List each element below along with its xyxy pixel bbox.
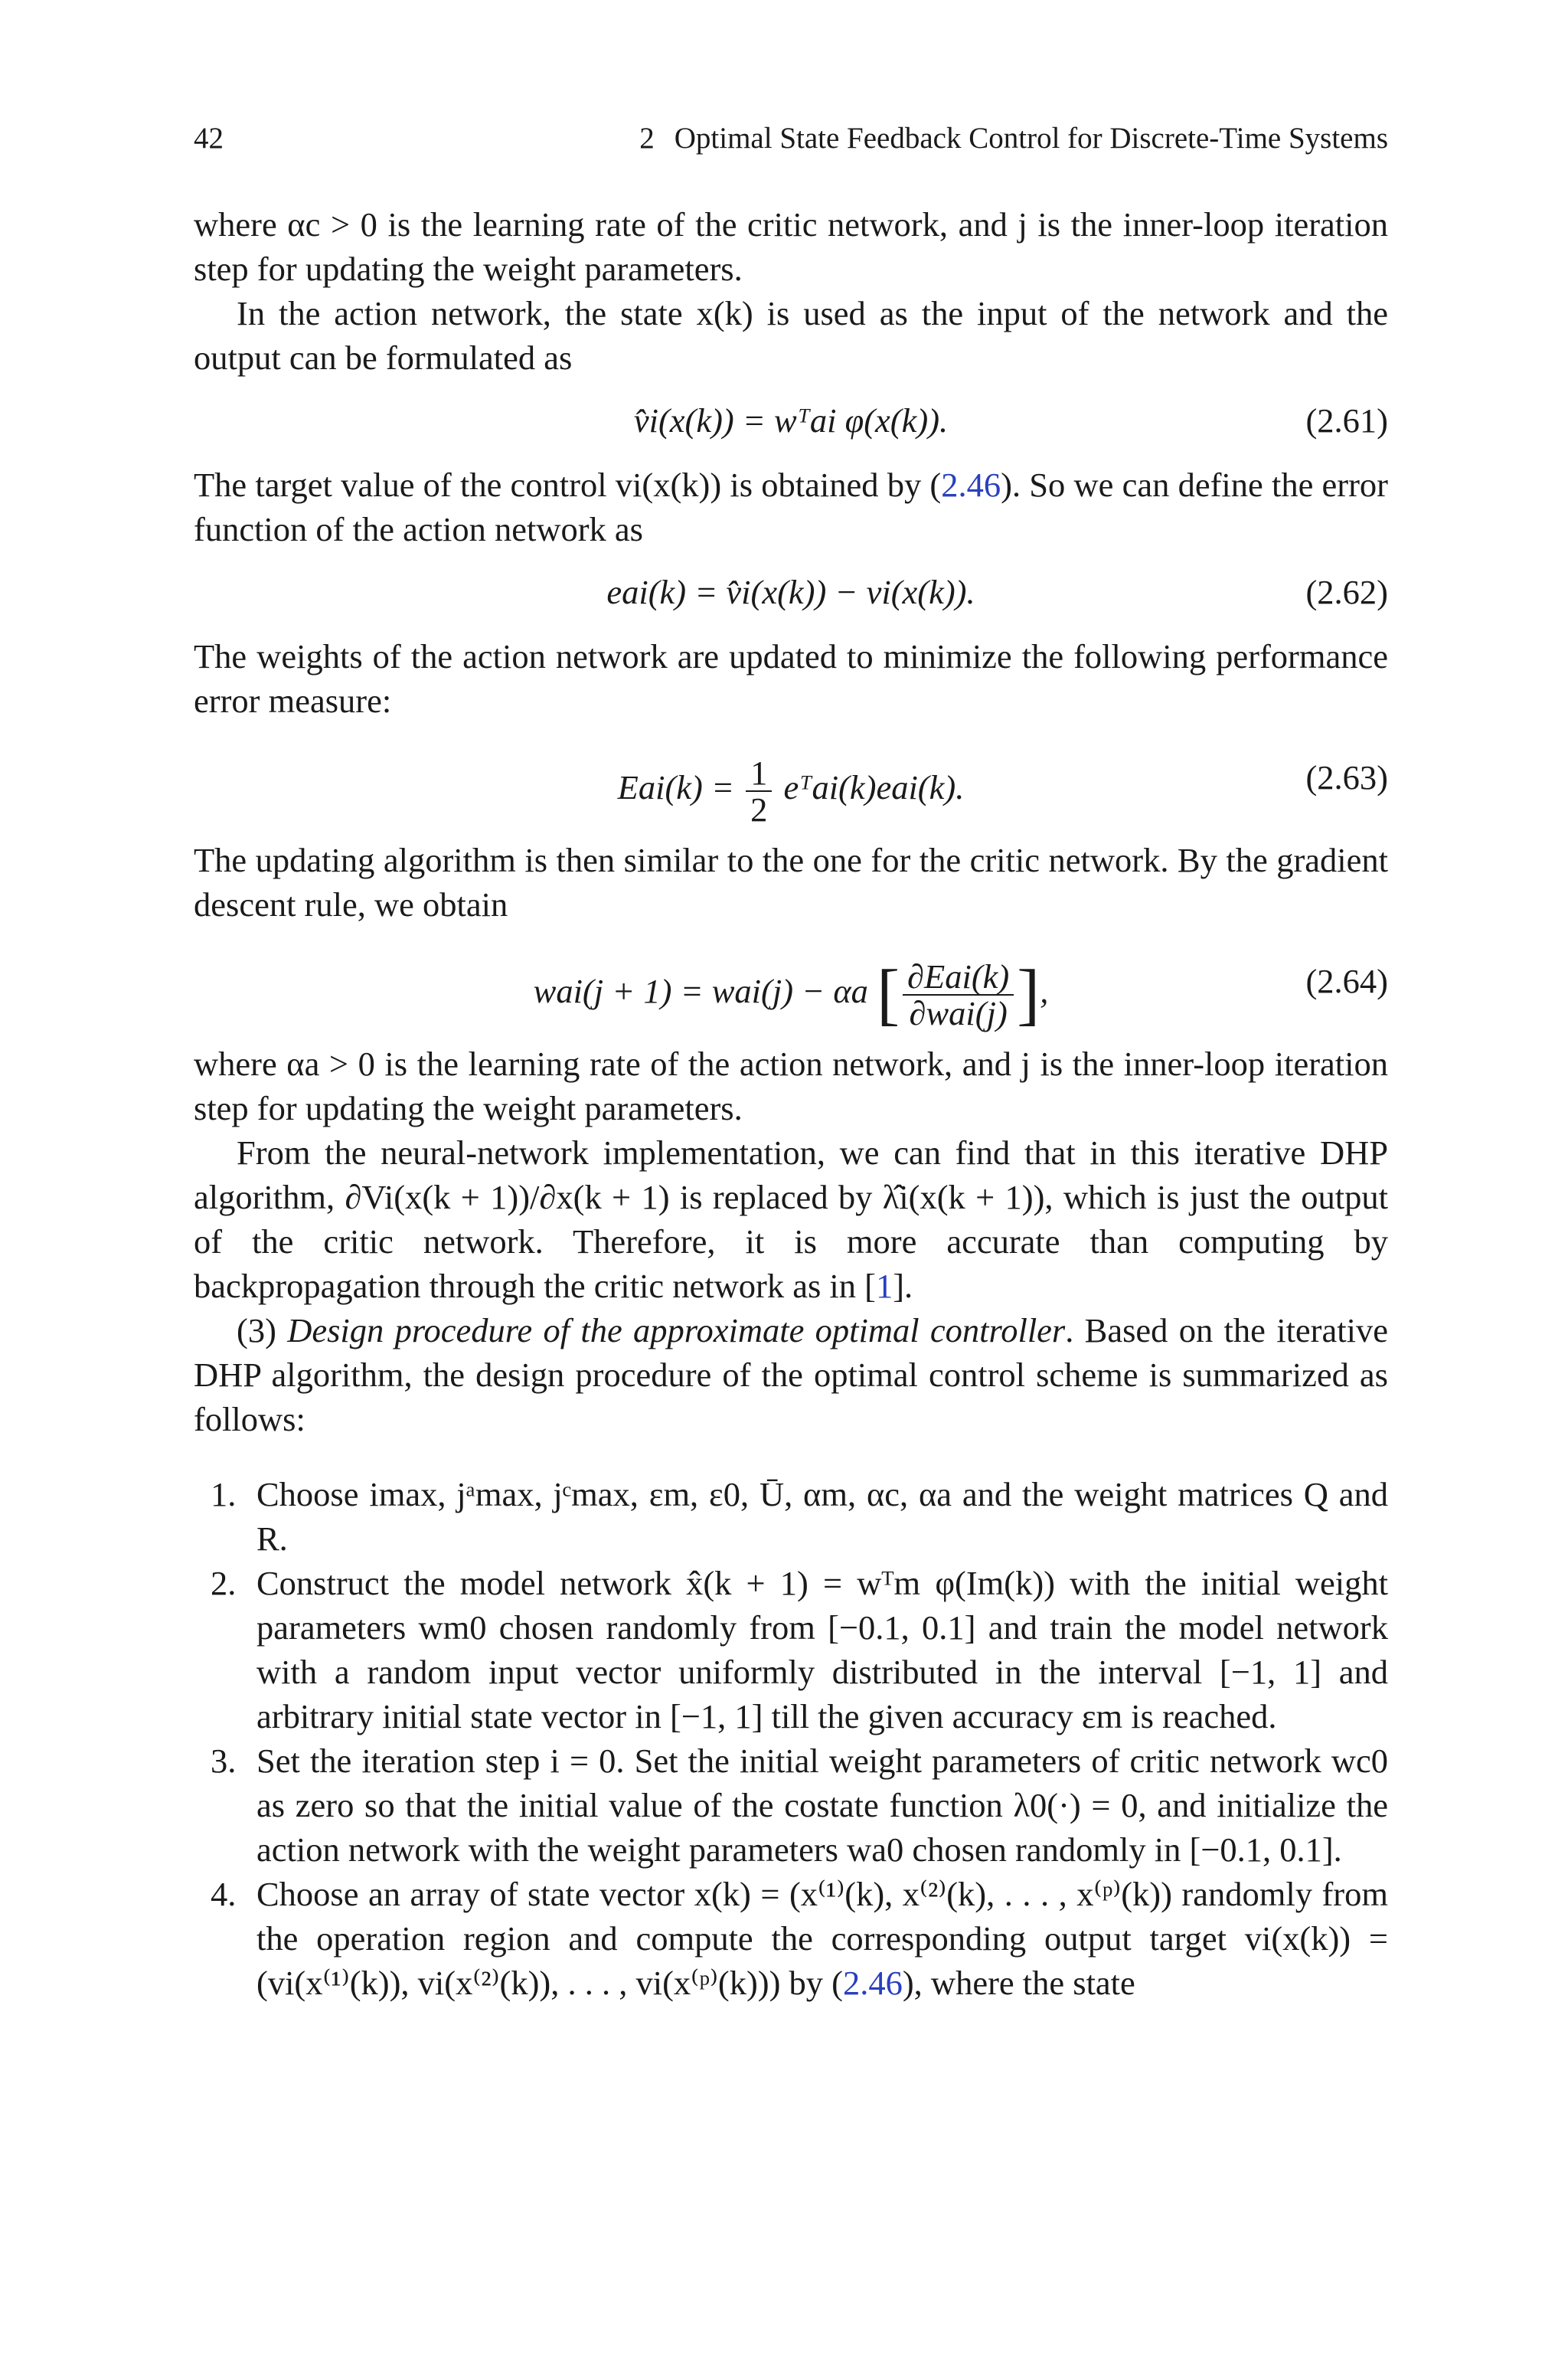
list-item-number: 4. xyxy=(211,1875,237,1913)
paragraph-target-value xyxy=(194,463,1388,551)
design-steps-list xyxy=(194,1472,1388,2005)
equation-2-62-math: eai(k) = v̂i(x(k)) − vi(x(k)). xyxy=(606,573,975,611)
list-item xyxy=(194,1561,1388,1739)
paragraph-action-network-intro: In the action network, the state x(k) is used as the input of the network and the output can be formulated as xyxy=(194,294,1388,377)
left-bracket: [ xyxy=(877,957,900,1032)
paragraph-neural-network-implementation xyxy=(194,1130,1388,1308)
paragraph-updating-algorithm: The updating algorithm is then similar to the one for the critic network. By the gradient descent rule, we obtain xyxy=(194,841,1388,924)
list-item-text: Set the iteration step i = 0. Set the initial weight parameters of critic network wc0 as zero so that the initial value of the costate function λ0(·) = 0, and initialize the action network with the weight parameters wa0 chosen randomly in [−0.1, 0.1]. xyxy=(256,1742,1388,1869)
equation-ref-link[interactable]: 2.46 xyxy=(941,466,1001,504)
equation-2-63-fraction xyxy=(746,755,772,827)
equation-2-64-rhs: , xyxy=(1040,972,1049,1011)
equation-2-63-number: (2.63) xyxy=(1305,758,1388,796)
design-procedure-number: (3) xyxy=(237,1311,288,1349)
running-header xyxy=(194,121,1388,164)
list-item-number: 3. xyxy=(211,1742,237,1780)
list-item xyxy=(194,1472,1388,1561)
equation-ref-link[interactable]: 2.46 xyxy=(842,1964,903,2002)
equation-2-64 xyxy=(194,927,1388,1042)
equation-2-63-math xyxy=(194,755,1388,827)
list-item-text: Choose an array of state vector x(k) = (x⁽¹⁾(k), x⁽²⁾(k), . . . , x⁽ᵖ⁾(k)) randomly from the operation region and compute the corresponding output target vi(x(k)) = (vi(x⁽¹⁾(k)), vi(x⁽²⁾(k)), . . . , vi(x⁽ᵖ⁾(k))) by ( xyxy=(256,1875,1388,2002)
list-item xyxy=(194,1739,1388,1872)
equation-2-64-number: (2.64) xyxy=(1305,962,1388,1000)
list-item-text: Choose imax, jᵃmax, jᶜmax, εm, ε0, Ū, αm, αc, αa and the weight matrices Q and R. xyxy=(256,1475,1388,1558)
paragraph-critic-learning-rate: where αc > 0 is the learning rate of the critic network, and j is the inner-loop iteration step for updating the weight parameters. xyxy=(194,205,1388,288)
chapter-running-title xyxy=(639,121,1388,155)
equation-2-64-lhs: wai(j + 1) = wai(j) − αa xyxy=(533,972,868,1011)
list-item-text-tail: ), where the state xyxy=(902,1964,1135,2002)
chapter-number: 2 xyxy=(639,122,655,155)
fraction-denominator: 2 xyxy=(750,790,768,829)
equation-2-62-number: (2.62) xyxy=(1305,573,1388,611)
equation-2-64-fraction xyxy=(903,959,1014,1031)
paragraph-implementation-text-b: ]. xyxy=(893,1267,913,1305)
equation-2-63-lhs: Eai(k) = xyxy=(617,768,734,807)
equation-2-63-rhs: eᵀai(k)eai(k). xyxy=(783,768,965,807)
design-procedure-title: Design procedure of the approximate optimal controller xyxy=(287,1311,1066,1349)
paragraph-target-value-text-a: The target value of the control vi(x(k)) is obtained by ( xyxy=(194,466,942,504)
list-item-text: Construct the model network x̂(k + 1) = wᵀm φ(Im(k)) with the initial weight parameters wm0 chosen randomly from [−0.1, 0.1] and train the model network with a random input vector uniformly distributed in the interval [−1, 1] and arbitrary initial state vector in [−1, 1] till the given accuracy εm is reached. xyxy=(256,1564,1388,1735)
right-bracket: ] xyxy=(1017,957,1040,1032)
fraction-numerator: 1 xyxy=(746,755,772,792)
chapter-title: Optimal State Feedback Control for Discrete-Time Systems xyxy=(674,122,1388,155)
fraction-denominator: ∂wai(j) xyxy=(909,994,1008,1032)
equation-2-62 xyxy=(194,551,1388,634)
equation-2-63 xyxy=(194,723,1388,838)
equation-2-61-number: (2.61) xyxy=(1305,401,1388,440)
paragraph-design-procedure xyxy=(194,1308,1388,1441)
equation-2-64-math xyxy=(194,959,1388,1031)
page-number: 42 xyxy=(194,122,224,155)
design-procedure-text: . Based on the iterative DHP algorithm, the design procedure of the optimal control scheme is summarized as follows: xyxy=(194,1311,1388,1438)
list-item-number: 1. xyxy=(211,1475,237,1513)
paragraph-implementation-text-a: From the neural-network implementation, we can find that in this iterative DHP algorithm, ∂Vi(x(k + 1))/∂x(k + 1) is replaced by λ̂i(x(k + 1)), which is just the output of the critic network. Therefore, it is more accurate than computing by backpropagation through the critic network as in [ xyxy=(194,1133,1388,1305)
list-item-number: 2. xyxy=(211,1564,237,1602)
paragraph-target-value-text-b: ). So we can define the error function of the action network as xyxy=(194,466,1388,548)
page-body xyxy=(194,202,1388,2005)
citation-ref-link[interactable]: 1 xyxy=(875,1267,893,1305)
paragraph-action-learning-rate: where αa > 0 is the learning rate of the action network, and j is the inner-loop iteration step for updating the weight parameters. xyxy=(194,1045,1388,1127)
equation-2-61-math: v̂i(x(k)) = wᵀai φ(x(k)). xyxy=(633,401,949,440)
list-item xyxy=(194,1872,1388,2005)
paragraph-performance-measure: The weights of the action network are updated to minimize the following performance error measure: xyxy=(194,637,1388,720)
fraction-numerator: ∂Eai(k) xyxy=(903,959,1014,996)
equation-2-61 xyxy=(194,380,1388,463)
